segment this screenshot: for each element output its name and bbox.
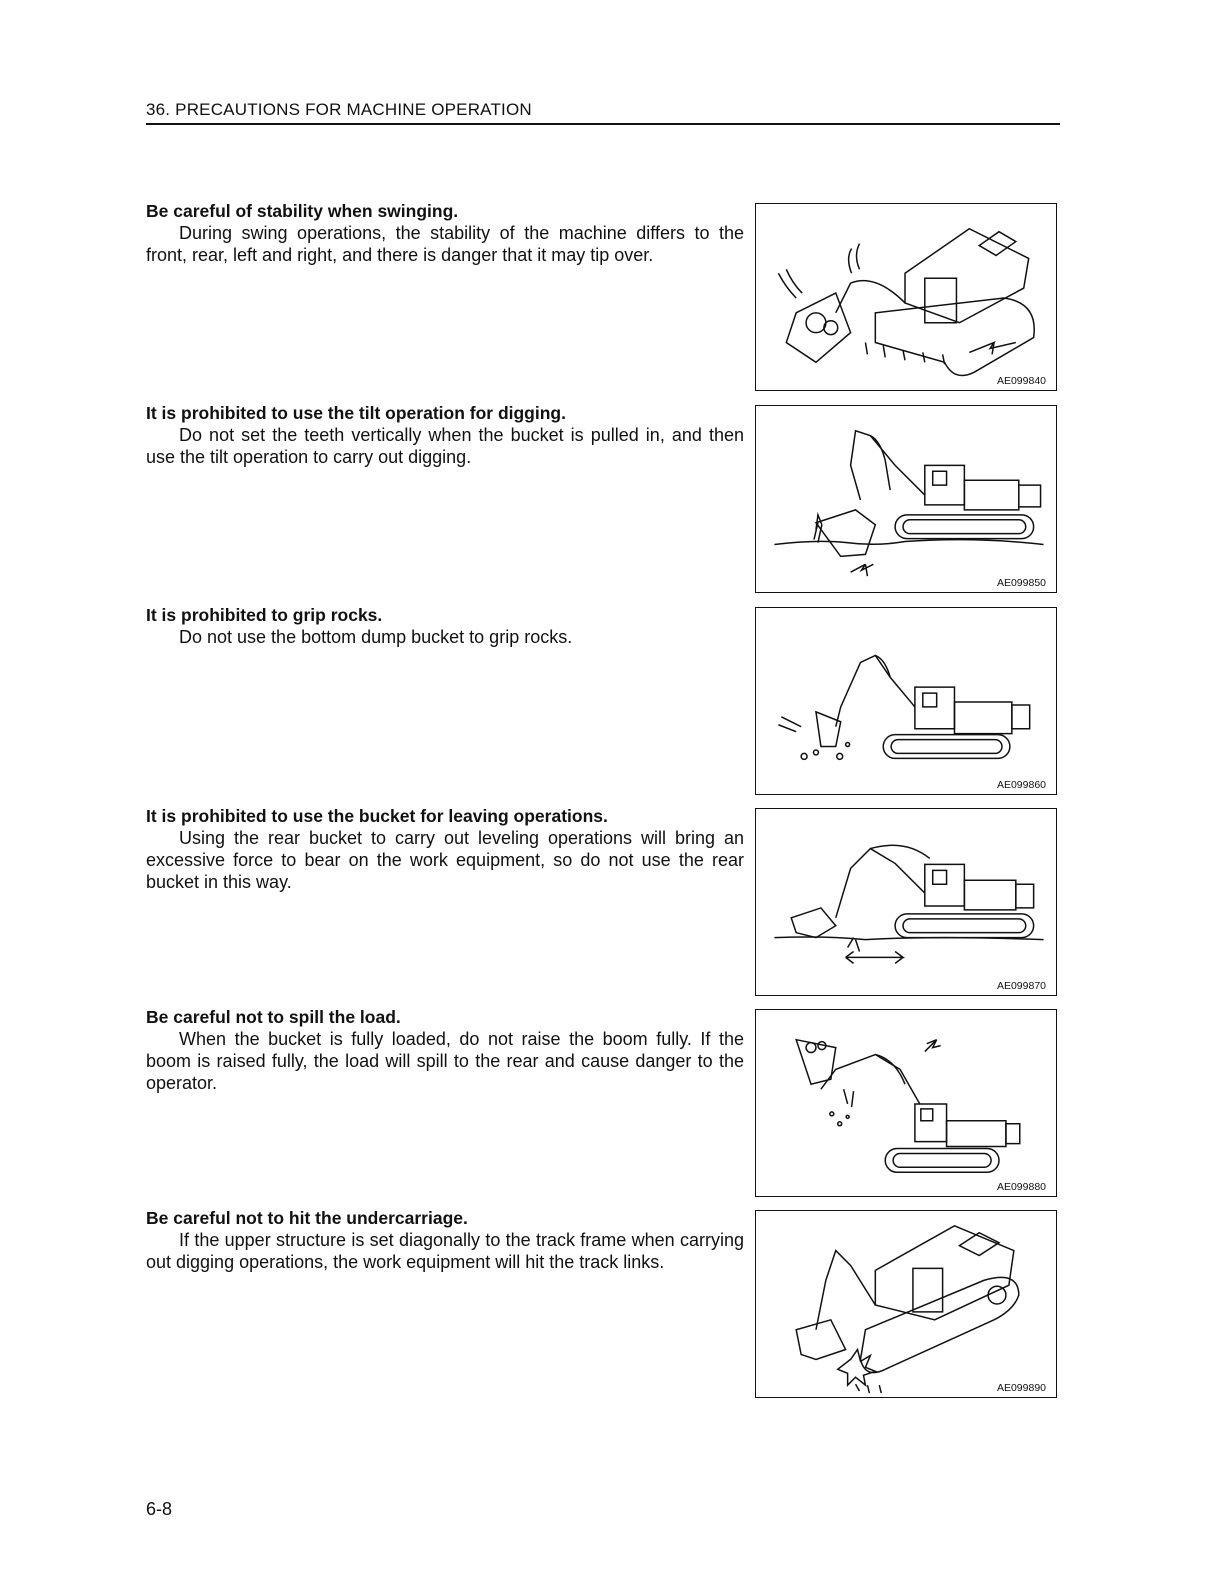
section-grip-rocks <box>146 604 744 648</box>
section-title: Be careful not to spill the load. <box>146 1007 401 1027</box>
figure-code: AE099840 <box>996 375 1046 387</box>
section-title: It is prohibited to grip rocks. <box>146 605 383 625</box>
section-title: It is prohibited to use the bucket for leaving operations. <box>146 806 608 826</box>
header-title: 36. PRECAUTIONS FOR MACHINE OPERATION <box>146 100 532 119</box>
excavator-tilt-illustration <box>756 406 1056 592</box>
section-body: Do not use the bottom dump bucket to grip rocks. <box>179 627 573 647</box>
figure-code: AE099890 <box>996 1382 1046 1394</box>
figure-tilt-digging <box>755 405 1057 593</box>
section-body: When the bucket is fully loaded, do not raise the boom fully. If the boom is raised fully, the load will spill to the rear and cause danger to the operator. <box>146 1029 744 1093</box>
figure-spill-load <box>755 1009 1057 1197</box>
excavator-undercarriage-illustration <box>756 1211 1056 1397</box>
figure-swing-stability <box>755 203 1057 391</box>
figure-undercarriage <box>755 1210 1057 1398</box>
section-title: Be careful of stability when swinging. <box>146 201 459 221</box>
figure-leveling <box>755 808 1057 996</box>
excavator-spill-illustration <box>756 1010 1056 1196</box>
section-body: During swing operations, the stability of the machine differs to the front, rear, left and right, and there is danger that it may tip over. <box>146 223 744 265</box>
excavator-leveling-illustration <box>756 809 1056 995</box>
section-title: Be careful not to hit the undercarriage. <box>146 1208 468 1228</box>
figure-code: AE099850 <box>996 577 1046 589</box>
section-title: It is prohibited to use the tilt operation for digging. <box>146 403 566 423</box>
section-tilt-digging <box>146 402 744 468</box>
section-swing-stability <box>146 200 744 266</box>
page-number: 6-8 <box>146 1499 173 1519</box>
excavator-grip-illustration <box>756 608 1056 794</box>
figure-grip-rocks <box>755 607 1057 795</box>
section-spill-load <box>146 1006 744 1094</box>
section-body: If the upper structure is set diagonally to the track frame when carrying out digging operations, the work equipment will hit the track links. <box>146 1230 744 1272</box>
page-header <box>146 100 1060 125</box>
header-rule <box>146 123 1060 125</box>
section-leveling <box>146 805 744 893</box>
section-body: Do not set the teeth vertically when the bucket is pulled in, and then use the tilt operation to carry out digging. <box>146 425 744 467</box>
section-body: Using the rear bucket to carry out leveling operations will bring an excessive force to bear on the work equipment, so do not use the rear bucket in this way. <box>146 828 744 892</box>
figure-code: AE099860 <box>996 779 1046 791</box>
figure-code: AE099870 <box>996 980 1046 992</box>
excavator-swing-illustration <box>756 204 1056 390</box>
section-undercarriage <box>146 1207 744 1273</box>
figure-code: AE099880 <box>996 1181 1046 1193</box>
